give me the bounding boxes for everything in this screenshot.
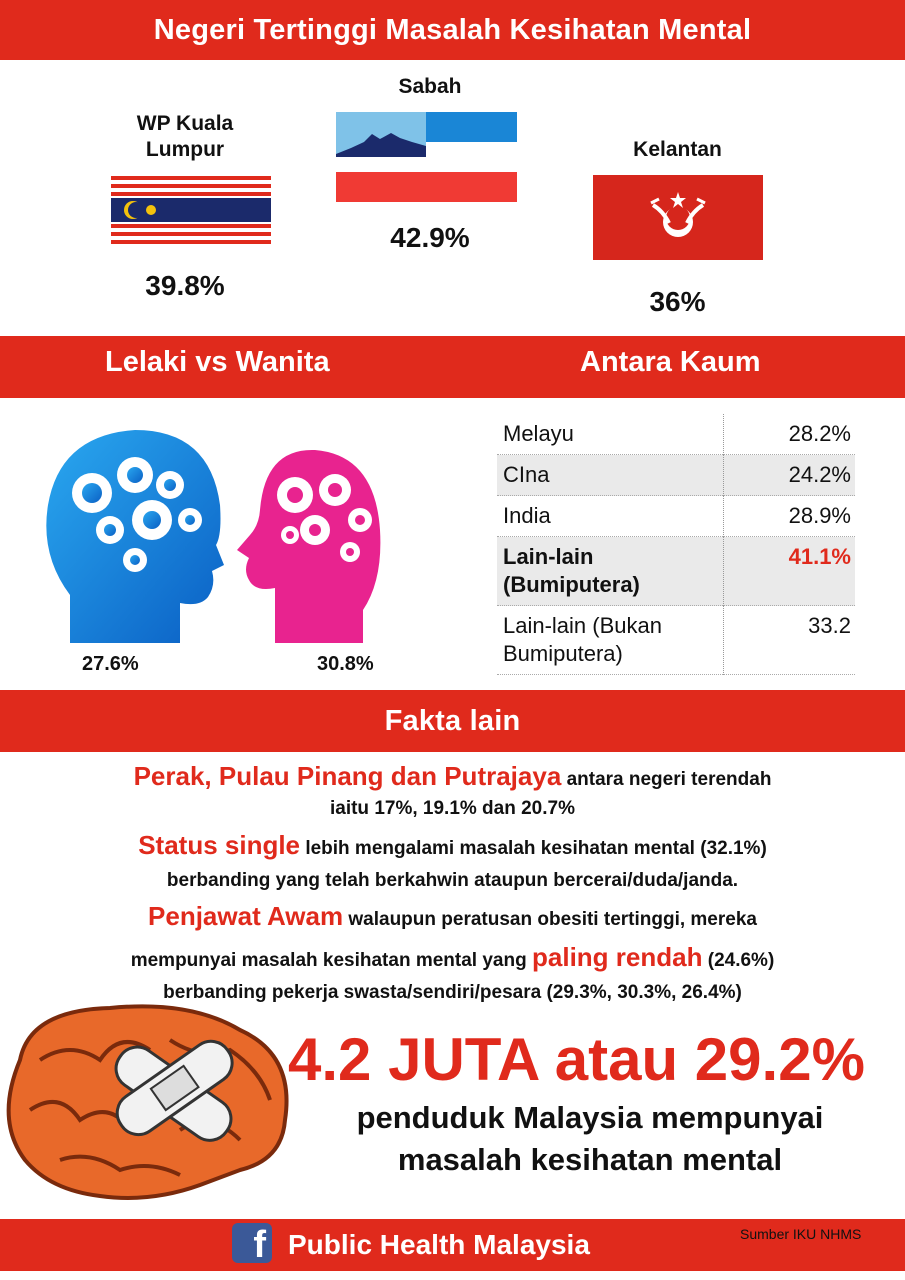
bandaged-brain-icon [0, 1000, 300, 1205]
facebook-letter: f [253, 1224, 266, 1263]
race-label: CIna [497, 455, 724, 496]
state-pct-kelantan: 36% [649, 286, 706, 317]
table-row [497, 606, 855, 675]
summary-line1: penduduk Malaysia mempunyai [356, 1100, 824, 1135]
race-value: 28.9% [724, 496, 856, 537]
race-value: 41.1% [724, 537, 856, 606]
race-value: 24.2% [724, 455, 856, 496]
summary-headline: 4.2 JUTA atau 29.2% [288, 1026, 865, 1093]
race-value: 28.2% [724, 414, 856, 455]
race-value: 33.2 [724, 606, 856, 675]
fact3-line2b: (24.6%) [707, 950, 775, 971]
fact3-line2-highlight: paling rendah [532, 942, 703, 972]
race-label: Melayu [503, 421, 574, 446]
gender-title: Lelaki vs Wanita [105, 346, 330, 378]
table-row [497, 496, 855, 537]
state-name-kelantan: Kelantan [633, 138, 722, 161]
fact3-line3: berbanding pekerja swasta/sendiri/pesara (29.3%, 30.3%, 26.4%) [163, 982, 742, 1003]
page-title: Negeri Tertinggi Masalah Kesihatan Mental [153, 13, 752, 46]
race-label: India [503, 503, 551, 528]
race-title: Antara Kaum [580, 346, 761, 378]
fact2-highlight: Status single [138, 830, 301, 860]
race-table [497, 414, 855, 675]
fact3-highlight: Penjawat Awam [148, 901, 344, 931]
state-name-sabah: Sabah [398, 75, 462, 98]
facebook-icon[interactable] [232, 1223, 272, 1263]
kelantan-flag-icon [593, 175, 763, 260]
malaysia-flag-icon [111, 176, 271, 246]
table-row [497, 537, 855, 606]
table-row [497, 414, 855, 455]
facts-title: Fakta lain [384, 704, 521, 737]
female-head-gears-icon [235, 440, 385, 645]
female-pct: 30.8% [317, 653, 374, 675]
sabah-flag-icon [336, 112, 517, 202]
race-label: Lain-lain (Bukan Bumiputera) [503, 613, 662, 666]
state-name-kl: WP Kuala Lumpur [136, 112, 234, 161]
fact3-text: walaupun peratusan obesiti tertinggi, mereka [348, 909, 757, 930]
fact3-line2a: mempunyai masalah kesihatan mental yang [130, 950, 527, 971]
header-banner [0, 0, 905, 60]
facts-block [0, 760, 905, 1008]
fact1-highlight: Perak, Pulau Pinang dan Putrajaya [133, 761, 562, 791]
table-row [497, 455, 855, 496]
state-pct-kl: 39.8% [145, 270, 225, 301]
male-pct: 27.6% [82, 653, 139, 675]
fact1-line2: iaitu 17%, 19.1% dan 20.7% [329, 798, 575, 819]
male-head-gears-icon [40, 425, 225, 645]
fact2-text: lebih mengalami masalah kesihatan mental (32.1%) [305, 838, 767, 859]
footer-brand[interactable]: Public Health Malaysia [288, 1229, 590, 1260]
facts-banner [0, 690, 905, 752]
race-label: Lain-lain (Bumiputera) [497, 537, 724, 606]
state-pct-sabah: 42.9% [390, 222, 470, 253]
footer-source: Sumber IKU NHMS [740, 1226, 862, 1242]
summary-line2: masalah kesihatan mental [397, 1142, 783, 1177]
fact1-text: antara negeri terendah [566, 769, 772, 790]
fact2-line2: berbanding yang telah berkahwin ataupun bercerai/duda/janda. [166, 870, 739, 891]
